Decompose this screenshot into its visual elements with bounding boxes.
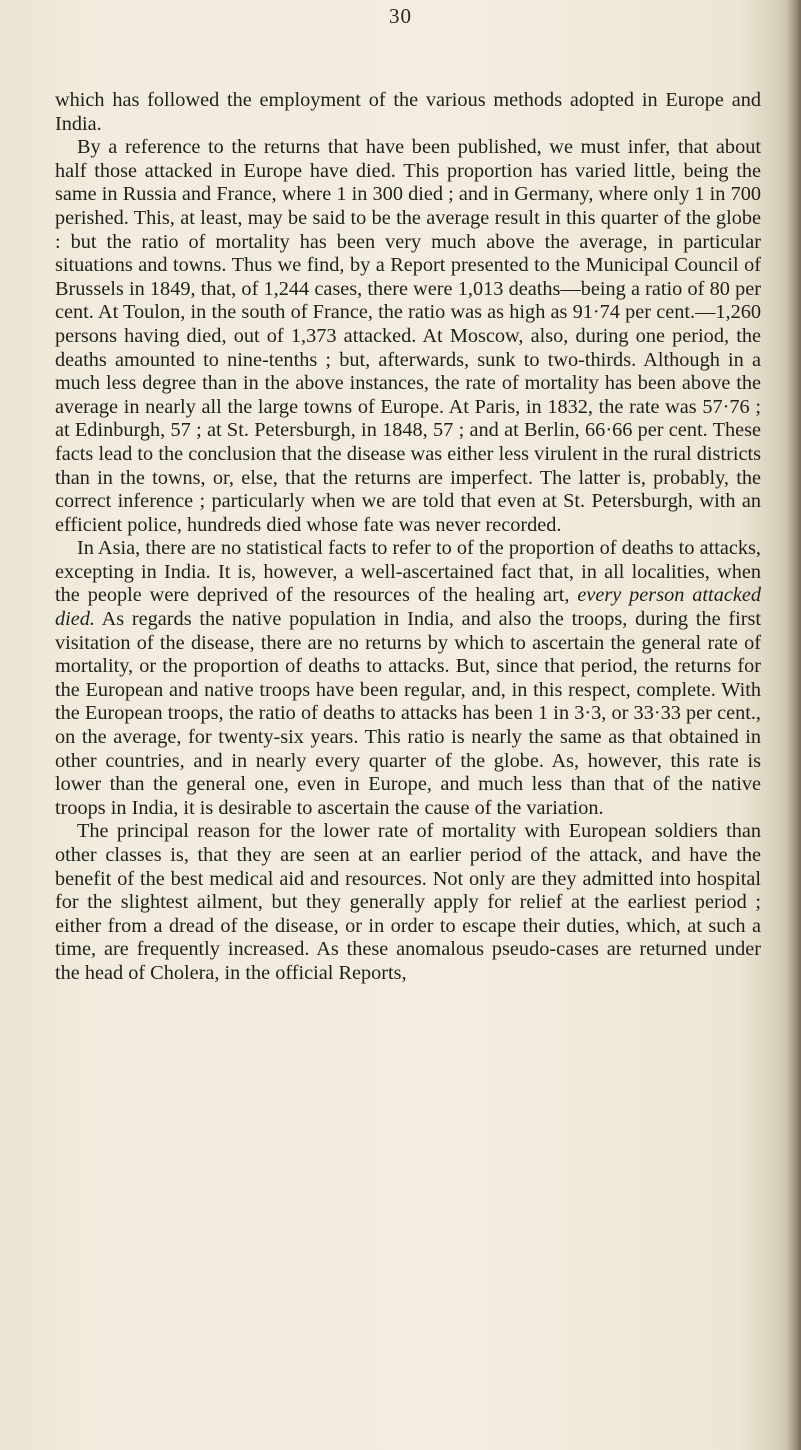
paragraph-continuation: which has followed the employment of the various methods adopted in Europe and India. bbox=[55, 89, 761, 135]
paragraph-europe-returns: By a reference to the returns that have been published, we must infer, that about half those attacked in Europe have died. This proportion has varied little, being the same in Russia and France, where 1 in 300 died ; and in Germany, where only 1 in 700 perished. This, at least, may be said to be the average result in this quarter of the globe : but the ratio of mortality has been very much above the average, in particular situations and towns. Thus we find, by a Report presented to the Municipal Council of Brussels in 1849, that, of 1,244 cases, there were 1,013 deaths—being a ratio of 80 per cent. At Toulon, in the south of France, the ratio was as high as 91·74 per cent.—1,260 persons having died, out of 1,373 attacked. At Moscow, also, during one period, the deaths amounted to nine-tenths ; but, afterwards, sunk to two-thirds. Although in a much less degree than in the above instances, the rate of mortality has been above the average in nearly all the large towns of Europe. At Paris, in 1832, the rate was 57·76 ; at Edinburgh, 57 ; at St. Petersburgh, in 1848, 57 ; and at Berlin, 66·66 per cent. These facts lead to the conclusion that the disease was either less virulent in the rural districts than in the towns, or, else, that the returns are imperfect. The latter is, probably, the correct inference ; particularly when we are told that even at St. Petersburgh, with an efficient police, hundreds died whose fate was never recorded. bbox=[55, 136, 761, 536]
emphasis-every-person-attacked: every person attacked died. bbox=[55, 584, 761, 631]
paragraph-asia-text-after: As regards the native population in India, and also the troops, during the first visitation of the disease, there are no returns by which to ascertain the general rate of mortality, or the proportion of deaths to attacks. But, since that period, the returns for the European and native troops have been regular, and, in this respect, complete. With the European troops, the ratio of deaths to attacks has been 1 in 3·3, or 33·33 per cent., on the average, for twenty-six years. This ratio is nearly the same as that obtained in other countries, and in nearly every quarter of the globe. As, however, this rate is lower than the general one, even in Europe, and much less than that of the native troops in India, it is desirable to ascertain the cause of the variation. bbox=[55, 608, 761, 819]
page-number: 30 bbox=[389, 4, 412, 28]
paragraph-asia-india bbox=[55, 537, 761, 820]
paragraph-asia-text-before: In Asia, there are no statistical facts to refer to of the proportion of deaths to attacks, excepting in India. It is, however, a well-ascertained fact that, in all localities, when the people were deprived of the resources of the healing art, bbox=[55, 537, 761, 607]
body-text bbox=[55, 89, 761, 986]
paragraph-european-soldiers: The principal reason for the lower rate of mortality with European soldiers than other classes is, that they are seen at an earlier period of the attack, and have the benefit of the best medical aid and resources. Not only are they admitted into hospital for the slightest ailment, but they generally apply for relief at the earliest period ; either from a dread of the disease, or in order to escape their duties, which, at such a time, are frequently increased. As these anomalous pseudo-cases are returned under the head of Cholera, in the official Reports, bbox=[55, 820, 761, 984]
page-edge-shadow bbox=[787, 0, 801, 1450]
